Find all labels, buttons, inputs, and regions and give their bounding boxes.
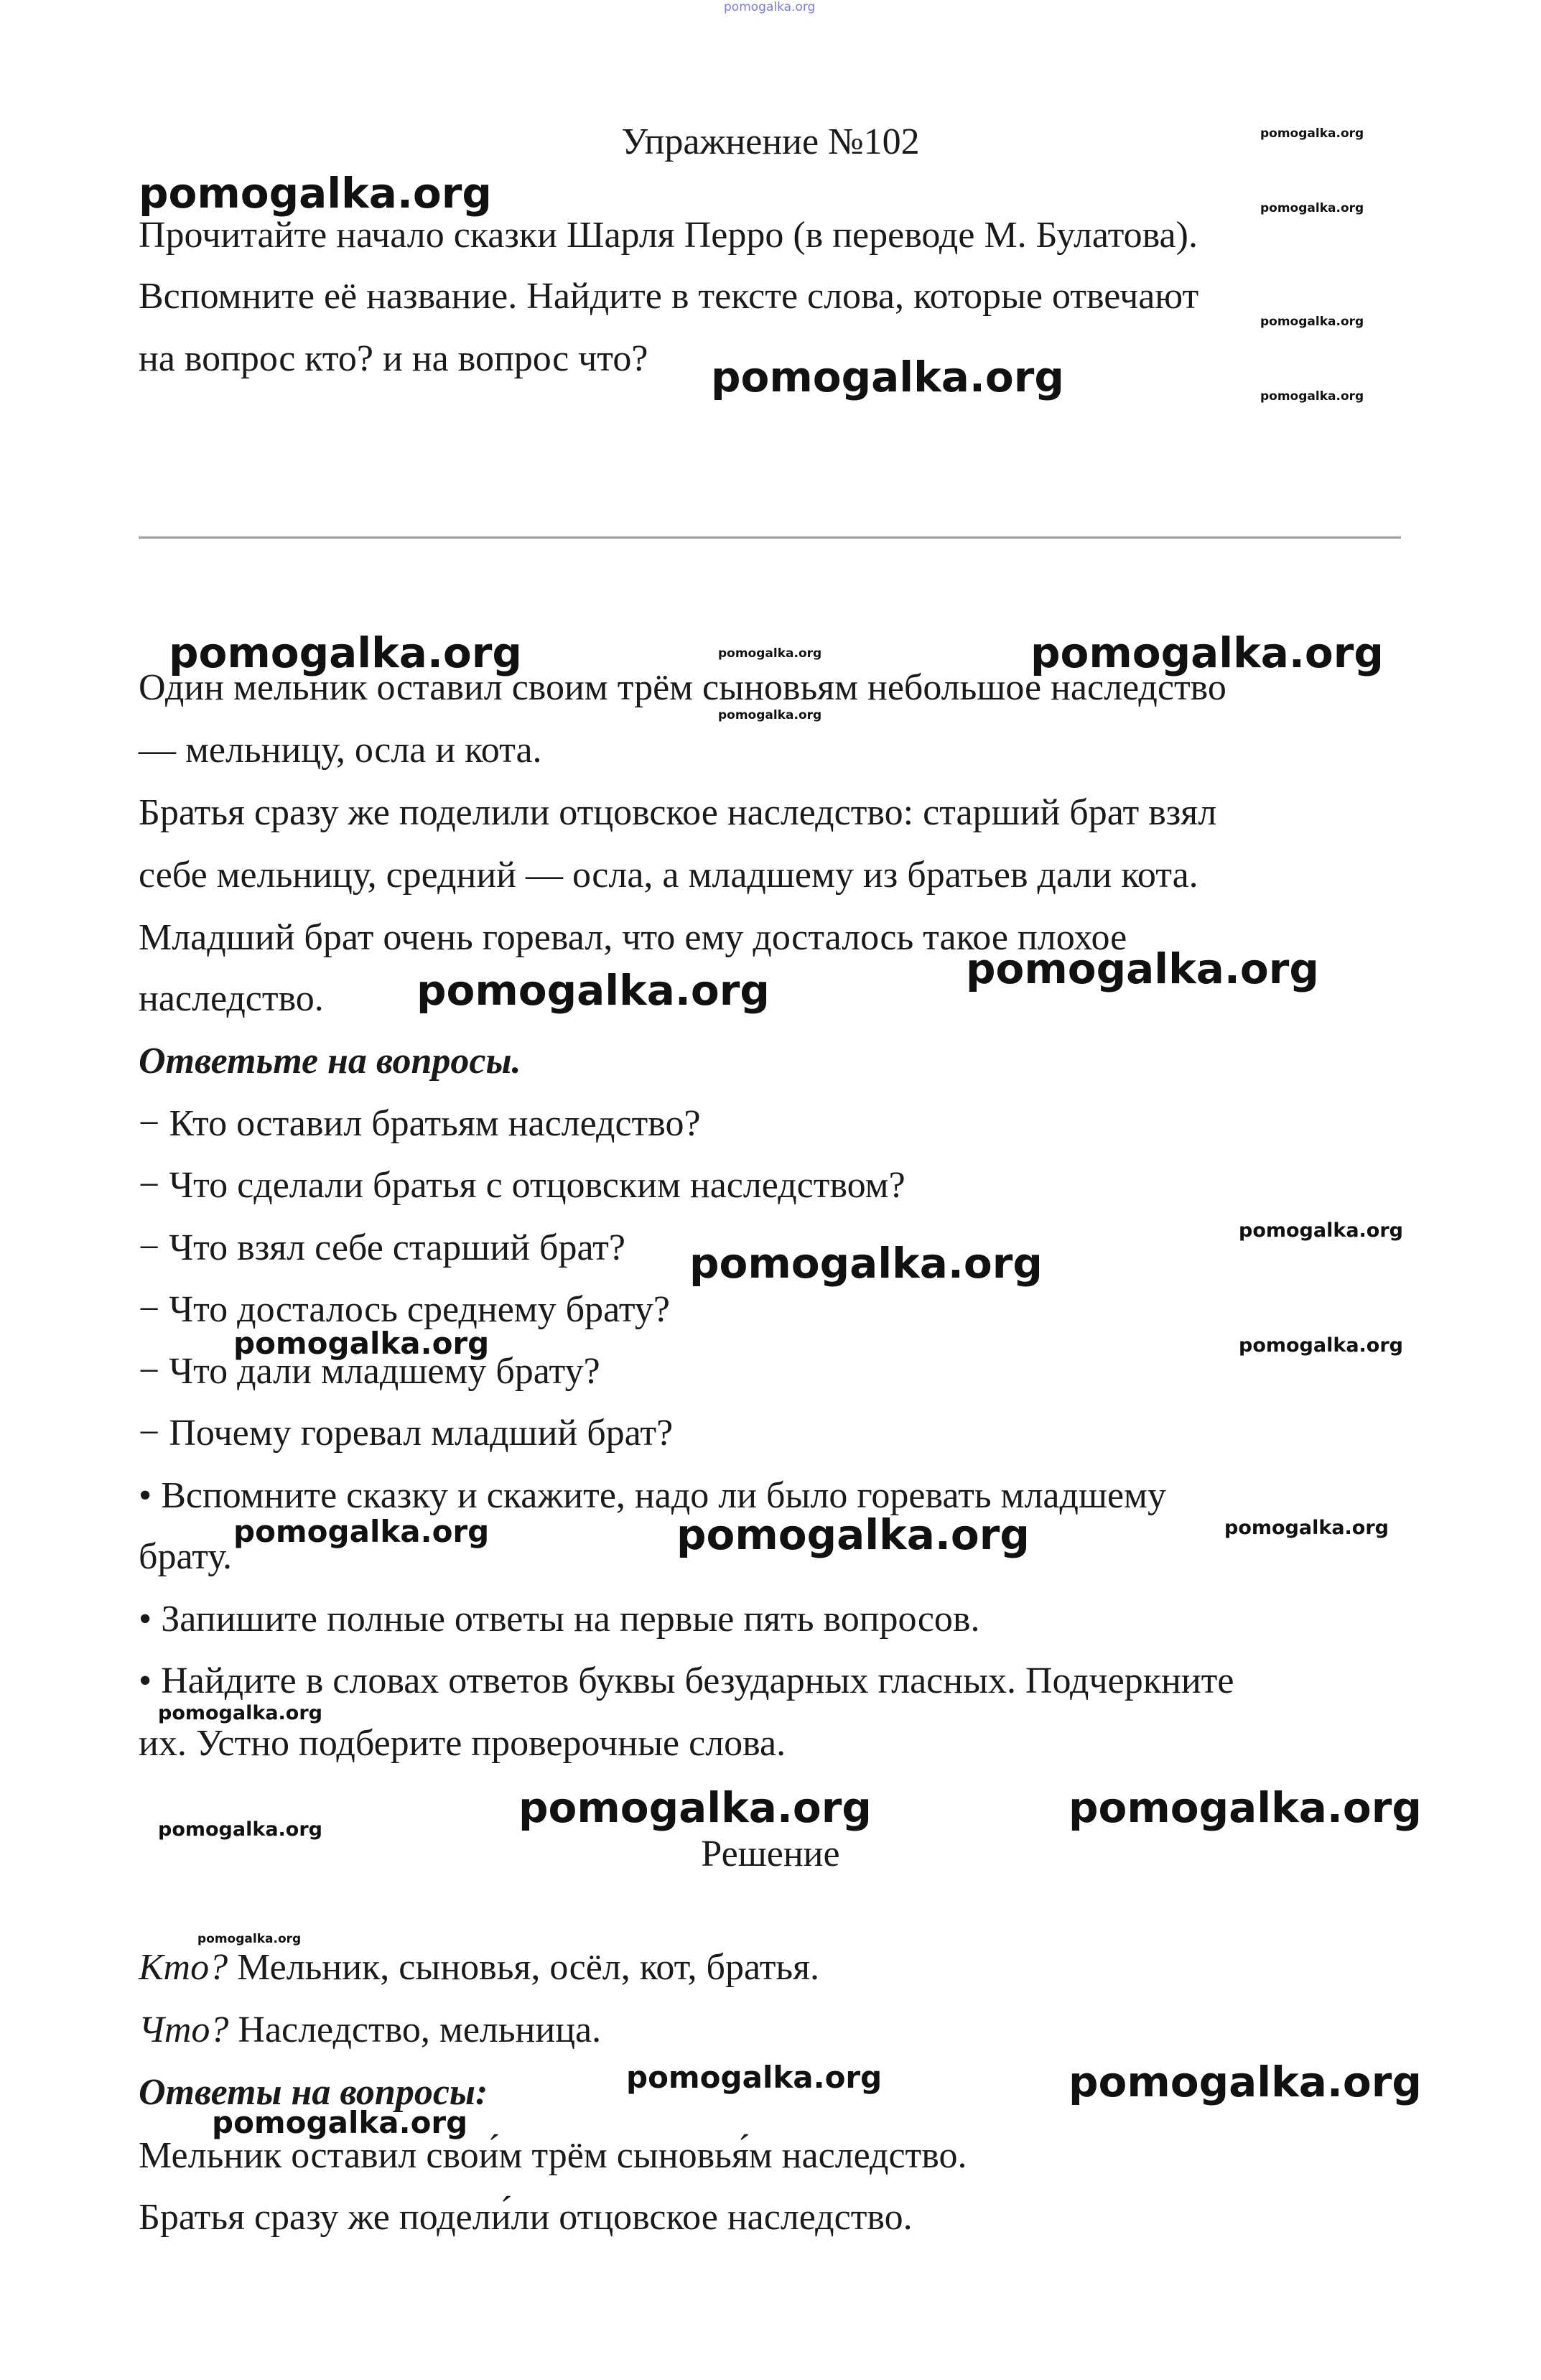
watermark: pomogalka.org: [1239, 1334, 1403, 1357]
story-line: — мельницу, осла и кота.: [139, 730, 542, 771]
question-item: − Что досталось среднему брату?: [139, 1289, 670, 1330]
story-line: себе мельницу, средний — осла, а младшему из братьев дали кота.: [139, 855, 1198, 896]
watermark: pomogalka.org: [718, 708, 822, 722]
answer-line: Мельник оставил свои́м трём сыновья́м наследство.: [139, 2135, 967, 2176]
who-text: Мельник, сыновья, осёл, кот, братья.: [228, 1947, 820, 1988]
story-line: Младший брат очень горевал, что ему досталось такое плохое: [139, 917, 1127, 958]
watermark: pomogalka.org: [966, 944, 1319, 993]
story-line: Братья сразу же поделили отцовское наследство: старший брат взял: [139, 792, 1217, 833]
question-item: − Кто оставил братьям наследство?: [139, 1103, 701, 1144]
task-bullet: брату.: [139, 1536, 233, 1577]
what-text: Наследство, мельница.: [228, 2009, 602, 2050]
question-item: − Почему горевал младший брат?: [139, 1413, 674, 1454]
exercise-title: Упражнение №102: [621, 121, 920, 162]
watermark: pomogalka.org: [711, 353, 1064, 401]
story-line: наследство.: [139, 978, 324, 1019]
questions-heading: Ответьте на вопросы.: [139, 1041, 521, 1082]
watermark: pomogalka.org: [1069, 2058, 1422, 2106]
task-line: на вопрос кто? и на вопрос что?: [139, 338, 648, 379]
question-item: − Что взял себе старший брат?: [139, 1227, 625, 1268]
watermark: pomogalka.org: [1260, 201, 1364, 215]
answer-line: Братья сразу же подели́ли отцовское наследство.: [139, 2197, 913, 2238]
watermark: pomogalka.org: [169, 628, 522, 677]
watermark: pomogalka.org: [233, 1514, 490, 1549]
watermark: pomogalka.org: [1069, 1783, 1422, 1832]
solution-title: Решение: [701, 1833, 840, 1874]
task-line: Прочитайте начало сказки Шарля Перро (в переводе М. Булатова).: [139, 215, 1198, 256]
watermark: pomogalka.org: [626, 2060, 883, 2095]
task-bullet: • Запишите полные ответы на первые пять вопросов.: [139, 1599, 980, 1640]
watermark: pomogalka.org: [1224, 1517, 1389, 1539]
what-answer: [139, 2009, 601, 2052]
watermark: pomogalka.org: [689, 1239, 1043, 1288]
watermark: pomogalka.org: [518, 1783, 872, 1832]
task-bullet: их. Устно подберите проверочные слова.: [139, 1723, 786, 1764]
what-label: Что?: [139, 2009, 229, 2050]
task-line: Вспомните её название. Найдите в тексте слова, которые отвечают: [139, 276, 1199, 317]
watermark: pomogalka.org: [139, 169, 492, 218]
story-line: Один мельник оставил своим трём сыновьям небольшое наследство: [139, 667, 1226, 708]
task-bullet: • Найдите в словах ответов буквы безударных гласных. Подчеркните: [139, 1660, 1234, 1701]
watermark: pomogalka.org: [233, 1326, 490, 1361]
who-answer: [139, 1946, 819, 1989]
watermark: pomogalka.org: [212, 2105, 468, 2140]
watermark: pomogalka.org: [416, 966, 770, 1015]
watermark: pomogalka.org: [676, 1510, 1030, 1559]
watermark: pomogalka.org: [158, 1702, 322, 1724]
watermark: pomogalka.org: [724, 0, 816, 14]
answers-heading: Ответы на вопросы:: [139, 2072, 488, 2113]
question-item: − Что сделали братья с отцовским наследством?: [139, 1165, 905, 1206]
watermark: pomogalka.org: [1260, 315, 1364, 329]
section-divider: [139, 536, 1401, 539]
watermark: pomogalka.org: [718, 646, 822, 661]
task-bullet: • Вспомните сказку и скажите, надо ли было горевать младшему: [139, 1475, 1166, 1516]
watermark: pomogalka.org: [1030, 628, 1384, 677]
question-item: − Что дали младшему брату?: [139, 1351, 600, 1392]
who-label: Кто?: [139, 1947, 228, 1988]
watermark: pomogalka.org: [1260, 389, 1364, 404]
watermark: pomogalka.org: [158, 1818, 322, 1841]
watermark: pomogalka.org: [1239, 1219, 1403, 1242]
watermark: pomogalka.org: [197, 1932, 302, 1946]
watermark: pomogalka.org: [1260, 126, 1364, 141]
